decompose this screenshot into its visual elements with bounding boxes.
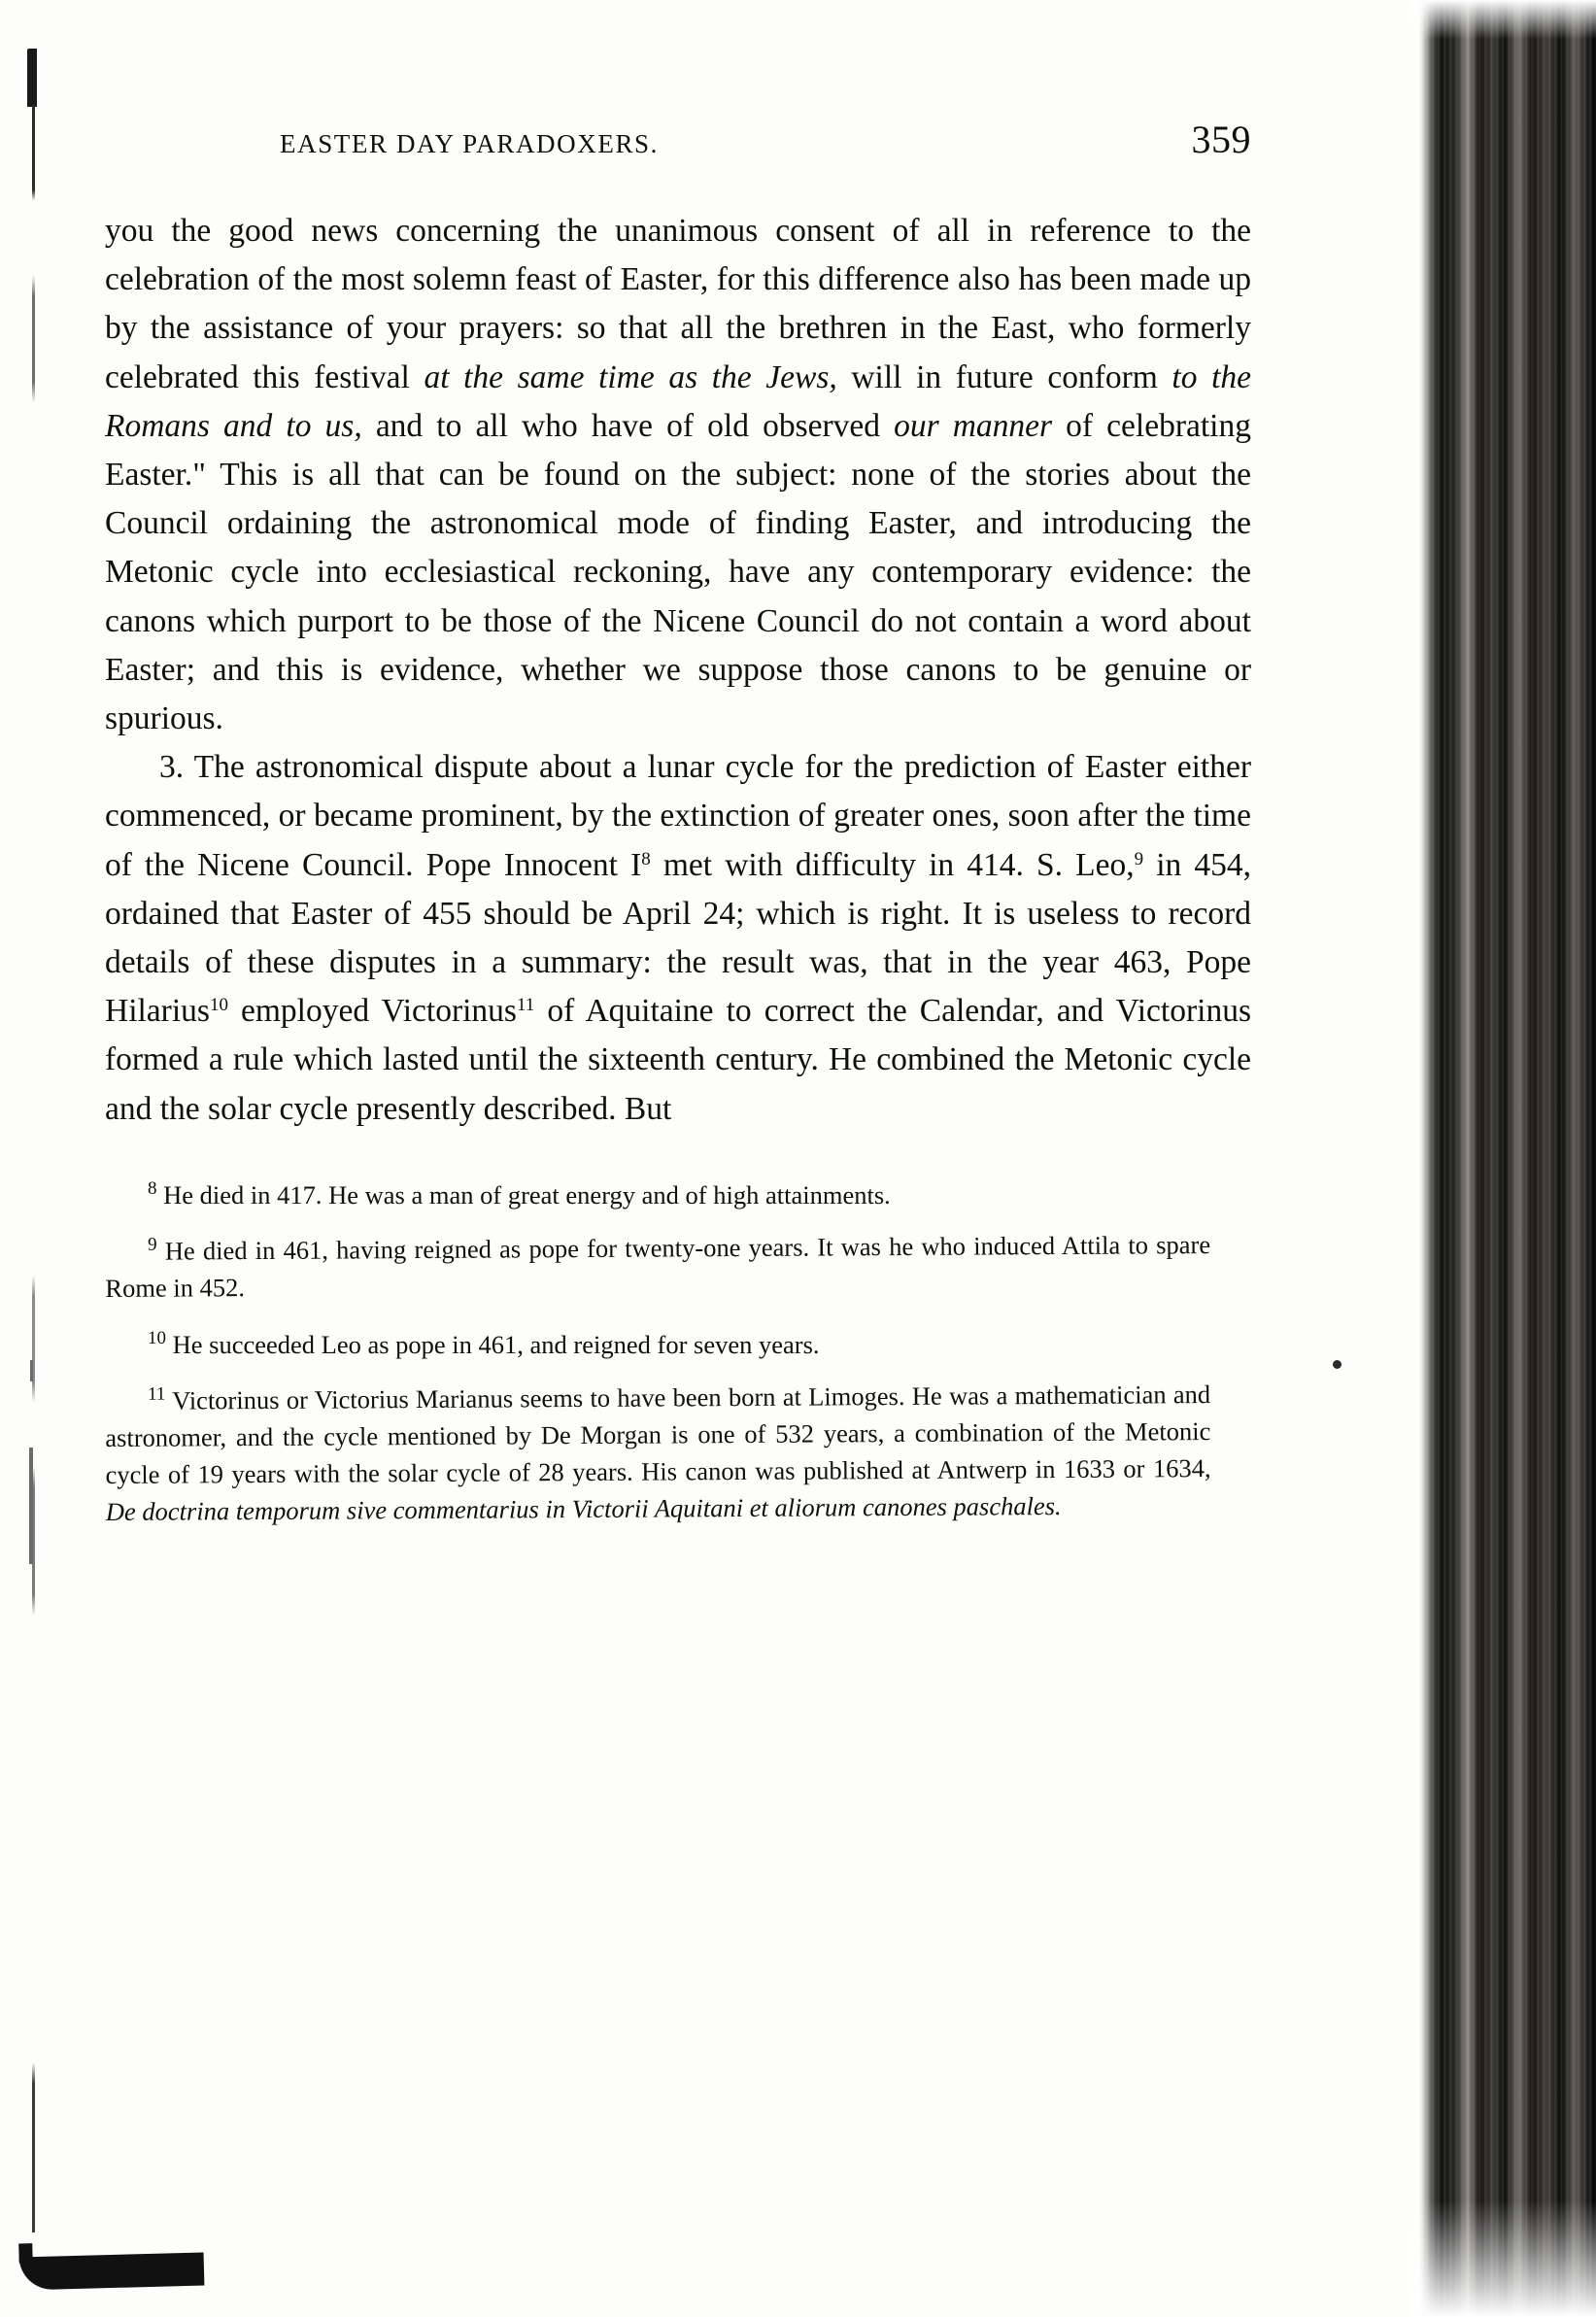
page-corner-curl: [19, 2253, 205, 2291]
gutter-streaks: [1411, 0, 1596, 2317]
italic-phrase: to the Romans and to us,: [105, 358, 1252, 444]
page-text-column: [105, 117, 1251, 1550]
footnote-reference: 10: [209, 995, 228, 1016]
body-text: [105, 207, 1251, 1134]
footnote-11: $^{11}$ Victorinus or Victorius Marianus seems to have been born at Limoges. He was a mathematician and astronomer, and the cycle mentioned by De Morgan is one of 532 years, a combination of the Metonic cycle of 19 years with the solar cycle of 28 years. His canon was published at Antwerp in 1633 or 1634, De doctrina temporum sive commentarius in Victorii Aquitani et aliorum canones paschales.: [105, 1379, 1211, 1526]
gutter-bottom-fade: [1411, 2200, 1596, 2317]
page-edge-mark: [27, 49, 37, 107]
italic-phrase: our manner: [894, 407, 1053, 444]
footnote-reference: 8: [641, 848, 651, 869]
footnote-reference: 11: [516, 995, 535, 1016]
running-head-title: EASTER DAY PARADOXERS.: [280, 129, 660, 158]
page-left-edge-shadow: [32, 105, 35, 2232]
footnote-marker: 11: [148, 1383, 166, 1405]
footnote-marker: 8: [148, 1177, 157, 1199]
paragraph-1: you the good news concerning the unanimous consent of all in reference to the celebration of the most solemn feast of Easter, for this difference also has been made up by the assistance of your prayers: so that all the brethren in the East, who formerly celebrated this festival at the same time as the Jews, will in future conform to the Romans and to us, and to all who have of old observed our manner of celebrating Easter." This is all that can be found on the subject: none of the stories about the Council ordaining the astronomical mode of finding Easter, and introducing the Metonic cycle into ecclesiastical reckoning, have any contemporary evidence: the canons which purport to be those of the Nicene Council do not contain a word about Easter; and this is evidence, whether we suppose those canons to be genuine or spurious.: [105, 213, 1252, 737]
italic-phrase: at the same time as the Jews,: [424, 358, 837, 395]
scan-tick: [30, 1360, 33, 1381]
footnote-marker: 9: [148, 1234, 157, 1255]
scan-tick: [29, 1448, 33, 1564]
footnote-marker: 10: [148, 1327, 166, 1348]
footnote-10: $^{10}$ He succeeded Leo as pope in 461, and reigned for seven years.: [148, 1327, 820, 1359]
footnotes: [105, 1176, 1212, 1530]
italic-phrase: De doctrina temporum sive commentarius in Victorii Aquitani et aliorum canones paschales.: [105, 1490, 1062, 1526]
paragraph-2: 3. The astronomical dispute about a lunar cycle for the prediction of Easter either commenced, or became prominent, by the extinction of greater ones, soon after the time of the Nicene Council. Pope Innocent I$^8$ met with difficulty in 414. S. Leo,$^9$ in 454, ordained that Easter of 455 should be April 24; which is right. It is useless to record details of these disputes in a summary: the result was, that in the year 463, Pope Hilarius$^{10}$ employed Victorinus$^{11}$ of Aquitaine to correct the Calendar, and Victorinus formed a rule which lasted until the sixteenth century. He combined the Metonic cycle and the solar cycle presently described. But: [105, 749, 1252, 1127]
footnote-9: $^9$ He died in 461, having reigned as pope for twenty-one years. It was he who induced Attila to spare Rome in 452.: [105, 1229, 1211, 1303]
footnote-reference: 9: [1134, 848, 1144, 869]
footnote-8: $^8$ He died in 417. He was a man of great energy and of high attainments.: [148, 1177, 891, 1210]
running-head: [105, 117, 1251, 162]
page-number: 359: [1191, 118, 1251, 161]
book-gutter-shadow: [1411, 0, 1596, 2317]
scan-speck: [1333, 1360, 1341, 1369]
gutter-top-fade: [1411, 0, 1596, 39]
